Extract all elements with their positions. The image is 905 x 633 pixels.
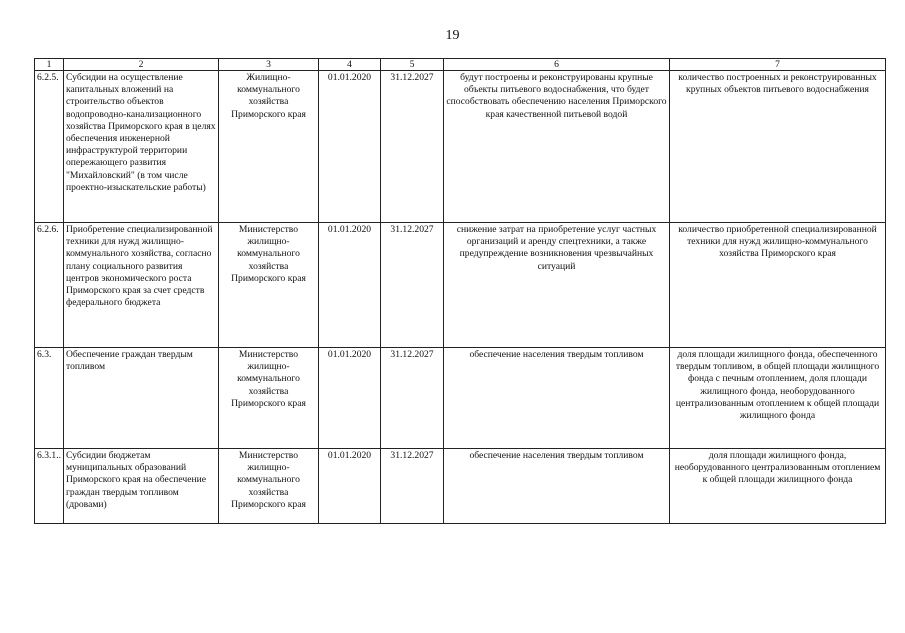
row-number: 6.3.1.. (35, 449, 64, 524)
end-date: 31.12.2027 (381, 348, 444, 449)
row-number: 6.3. (35, 348, 64, 449)
end-date: 31.12.2027 (381, 223, 444, 348)
activity-name: Обеспечение граждан твердым топливом (64, 348, 219, 449)
start-date: 01.01.2020 (319, 223, 381, 348)
table-row (35, 223, 886, 348)
expected-result: будут построены и реконструированы крупные объекты питьевого водоснабжения, что будет способствовать обеспечению населения Приморского края качественной питьевой водой (444, 71, 670, 223)
activity-name: Приобретение специализированной техники для нужд жилищно-коммунального хозяйства, согласно плану социального развития центров экономического роста Приморского края за счет средств федерального бюджета (64, 223, 219, 348)
indicator: количество построенных и реконструированных крупных объектов питьевого водоснабжения (670, 71, 886, 223)
table-row (35, 449, 886, 524)
page-number: 19 (445, 28, 460, 43)
indicator: количество приобретенной специализированной техники для нужд жилищно-коммунального хозяйства Приморского края (670, 223, 886, 348)
column-number: 7 (670, 59, 886, 71)
start-date: 01.01.2020 (319, 348, 381, 449)
executor: Министерство жилищно-коммунального хозяйства Приморского края (219, 223, 319, 348)
column-number-row (35, 59, 886, 71)
activity-name: Субсидии бюджетам муниципальных образований Приморского края на обеспечение граждан твердым топливом (дровами) (64, 449, 219, 524)
column-number: 5 (381, 59, 444, 71)
column-number: 1 (35, 59, 64, 71)
table-row (35, 71, 886, 223)
row-number: 6.2.5. (35, 71, 64, 223)
activity-name: Субсидии на осуществление капитальных вложений на строительство объектов водопроводно-канализационного хозяйства Приморского края в целях обеспечения инженерной инфраструктурой территории опережающего развития "Михайловский" (в том числе проектно-изыскательские работы) (64, 71, 219, 223)
end-date: 31.12.2027 (381, 449, 444, 524)
table-row (35, 348, 886, 449)
column-number: 4 (319, 59, 381, 71)
column-number: 2 (64, 59, 219, 71)
start-date: 01.01.2020 (319, 71, 381, 223)
expected-result: обеспечение населения твердым топливом (444, 348, 670, 449)
start-date: 01.01.2020 (319, 449, 381, 524)
expected-result: снижение затрат на приобретение услуг частных организаций и аренду спецтехники, а также предупреждение возникновения чрезвычайных ситуаций (444, 223, 670, 348)
executor: Министерство жилищно-коммунального хозяйства Приморского края (219, 348, 319, 449)
indicator: доля площади жилищного фонда, обеспеченного твердым топливом, в общей площади жилищного фонда с печным отоплением, доля площади жилищного фонда, необорудованного централизованным отоплением к общей площади жилищного фонда (670, 348, 886, 449)
end-date: 31.12.2027 (381, 71, 444, 223)
activity-table (34, 58, 886, 524)
column-number: 3 (219, 59, 319, 71)
expected-result: обеспечение населения твердым топливом (444, 449, 670, 524)
indicator: доля площади жилищного фонда, необорудованного централизованным отоплением к общей площади жилищного фонда (670, 449, 886, 524)
executor: Жилищно-коммунального хозяйства Приморского края (219, 71, 319, 223)
executor: Министерство жилищно-коммунального хозяйства Приморского края (219, 449, 319, 524)
column-number: 6 (444, 59, 670, 71)
row-number: 6.2.6. (35, 223, 64, 348)
